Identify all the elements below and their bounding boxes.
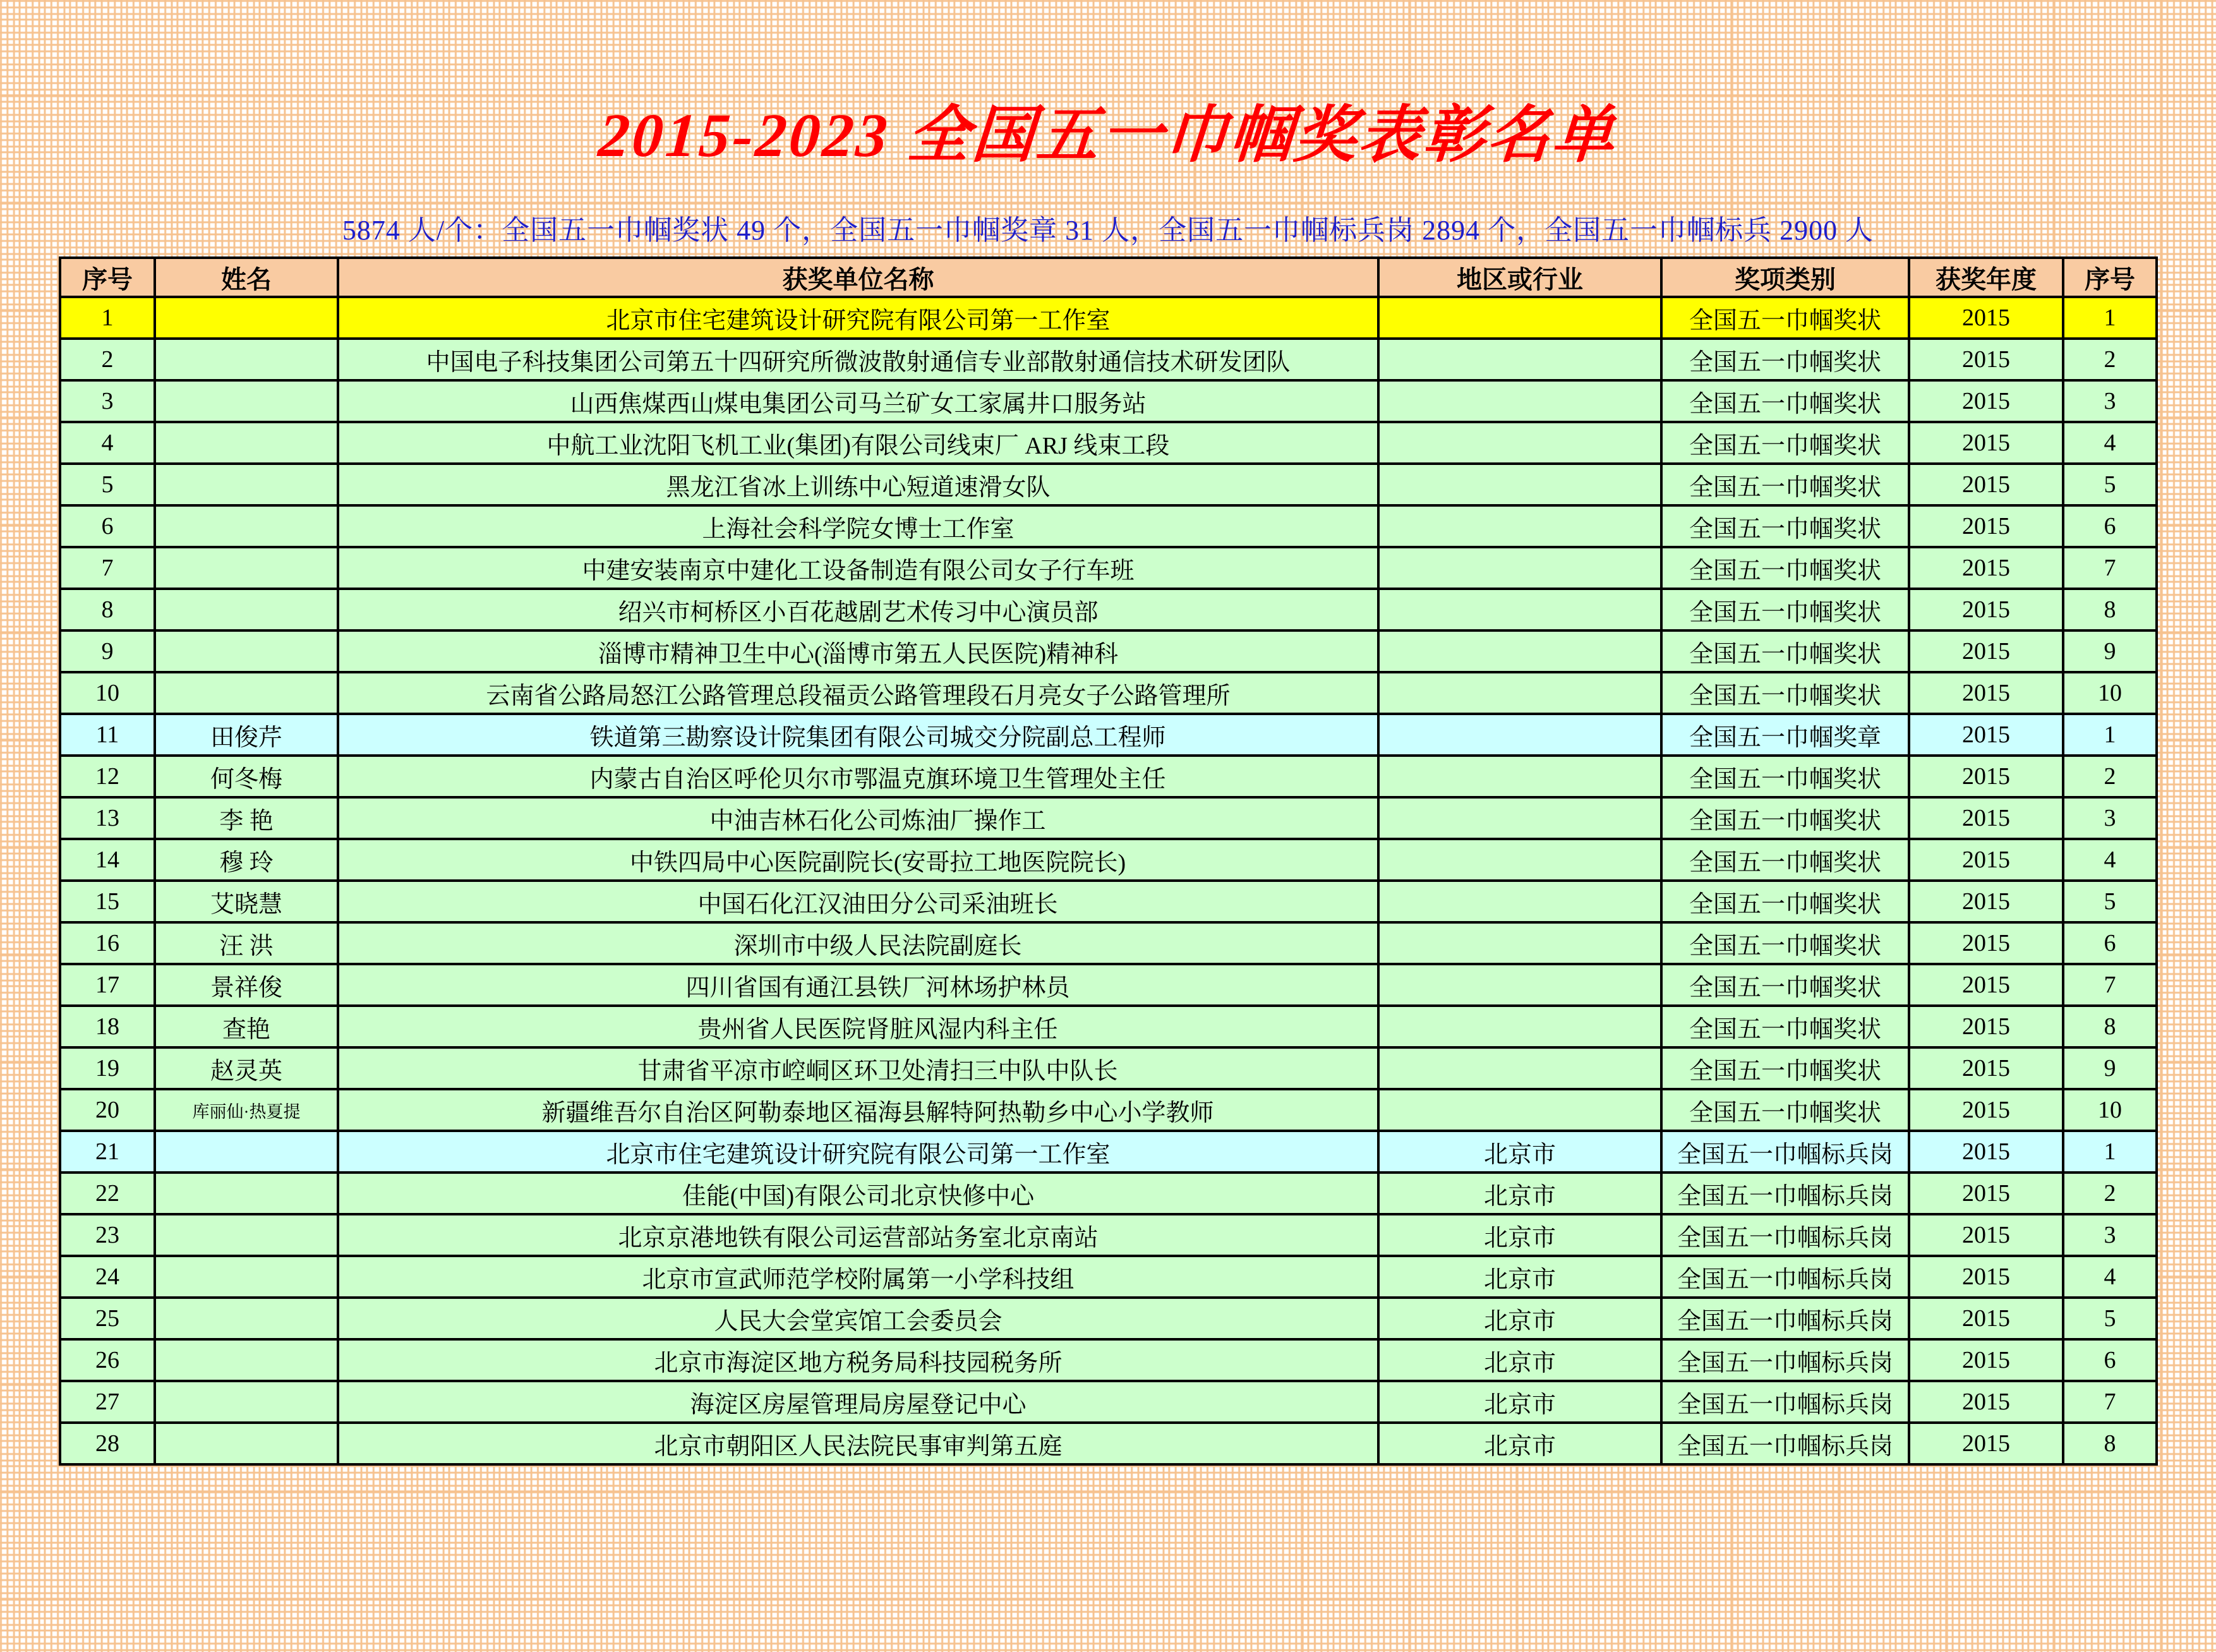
cell-no: 7 [60,547,155,589]
cell-no: 10 [60,672,155,714]
cell-region [1378,589,1661,630]
cell-serial: 8 [2063,589,2157,630]
cell-year: 2015 [1909,797,2063,839]
table-row [60,1006,2157,1047]
cell-name [155,1256,338,1298]
cell-name: 查艳 [155,1006,338,1047]
cell-award: 全国五一巾帼标兵岗 [1661,1256,1909,1298]
cell-region [1378,339,1661,380]
cell-year: 2015 [1909,589,2063,630]
cell-region [1378,505,1661,547]
cell-region [1378,464,1661,505]
cell-award: 全国五一巾帼标兵岗 [1661,1339,1909,1381]
cell-award: 全国五一巾帼奖状 [1661,380,1909,422]
cell-year: 2015 [1909,1381,2063,1423]
cell-serial: 3 [2063,797,2157,839]
table-row [60,505,2157,547]
cell-no: 24 [60,1256,155,1298]
cell-year: 2015 [1909,1131,2063,1173]
cell-name: 库丽仙·热夏提 [155,1089,338,1131]
cell-serial: 2 [2063,1173,2157,1214]
cell-serial: 7 [2063,1381,2157,1423]
cell-serial: 4 [2063,839,2157,881]
table-row [60,881,2157,922]
cell-year: 2015 [1909,630,2063,672]
cell-year: 2015 [1909,1423,2063,1464]
cell-name [155,547,338,589]
cell-unit: 人民大会堂宾馆工会委员会 [338,1298,1378,1339]
cell-year: 2015 [1909,547,2063,589]
cell-unit: 四川省国有通江县铁厂河林场护林员 [338,964,1378,1006]
cell-no: 3 [60,380,155,422]
cell-unit: 新疆维吾尔自治区阿勒泰地区福海县解特阿热勒乡中心小学教师 [338,1089,1378,1131]
table-row [60,1381,2157,1423]
cell-serial: 2 [2063,339,2157,380]
cell-no: 11 [60,714,155,756]
cell-award: 全国五一巾帼奖状 [1661,1089,1909,1131]
cell-region [1378,422,1661,464]
cell-serial: 6 [2063,505,2157,547]
table-row [60,797,2157,839]
cell-award: 全国五一巾帼奖状 [1661,339,1909,380]
cell-name [155,422,338,464]
cell-award: 全国五一巾帼奖状 [1661,505,1909,547]
cell-name: 李 艳 [155,797,338,839]
cell-award: 全国五一巾帼奖状 [1661,797,1909,839]
cell-serial: 1 [2063,714,2157,756]
table-row [60,714,2157,756]
column-header-no: 序号 [60,258,155,297]
column-header-unit: 获奖单位名称 [338,258,1378,297]
table-row [60,1089,2157,1131]
cell-name: 景祥俊 [155,964,338,1006]
cell-serial: 4 [2063,1256,2157,1298]
cell-serial: 10 [2063,672,2157,714]
cell-unit: 黑龙江省冰上训练中心短道速滑女队 [338,464,1378,505]
cell-no: 17 [60,964,155,1006]
cell-region [1378,756,1661,797]
cell-unit: 北京市朝阳区人民法院民事审判第五庭 [338,1423,1378,1464]
page-subtitle: 5874 人/个：全国五一巾帼奖状 49 个，全国五一巾帼奖章 31 人，全国五一巾帼标兵岗 2894 个，全国五一巾帼标兵 2900 人 [342,215,1874,246]
column-header-award: 奖项类别 [1661,258,1909,297]
cell-name: 汪 洪 [155,922,338,964]
table-row [60,964,2157,1006]
cell-unit: 绍兴市柯桥区小百花越剧艺术传习中心演员部 [338,589,1378,630]
table-row [60,547,2157,589]
cell-region: 北京市 [1378,1214,1661,1256]
cell-year: 2015 [1909,380,2063,422]
cell-region: 北京市 [1378,1173,1661,1214]
table-row [60,380,2157,422]
cell-name [155,464,338,505]
cell-region [1378,547,1661,589]
cell-year: 2015 [1909,714,2063,756]
cell-serial: 5 [2063,464,2157,505]
cell-unit: 云南省公路局怒江公路管理总段福贡公路管理段石月亮女子公路管理所 [338,672,1378,714]
cell-name: 穆 玲 [155,839,338,881]
table-row [60,339,2157,380]
cell-region: 北京市 [1378,1339,1661,1381]
table-row [60,1256,2157,1298]
cell-award: 全国五一巾帼标兵岗 [1661,1131,1909,1173]
cell-year: 2015 [1909,297,2063,339]
cell-year: 2015 [1909,1214,2063,1256]
cell-name [155,1381,338,1423]
cell-award: 全国五一巾帼奖状 [1661,464,1909,505]
cell-region [1378,881,1661,922]
cell-name: 艾晓慧 [155,881,338,922]
cell-no: 1 [60,297,155,339]
cell-unit: 淄博市精神卫生中心(淄博市第五人民医院)精神科 [338,630,1378,672]
table-row [60,1047,2157,1089]
cell-no: 2 [60,339,155,380]
cell-serial: 6 [2063,922,2157,964]
table-row [60,422,2157,464]
cell-award: 全国五一巾帼奖状 [1661,964,1909,1006]
cell-award: 全国五一巾帼标兵岗 [1661,1381,1909,1423]
cell-name [155,1131,338,1173]
cell-name [155,1423,338,1464]
cell-serial: 3 [2063,1214,2157,1256]
cell-year: 2015 [1909,505,2063,547]
table-row [60,839,2157,881]
table-header-row [60,258,2157,297]
cell-region: 北京市 [1378,1423,1661,1464]
cell-no: 19 [60,1047,155,1089]
cell-unit: 北京市住宅建筑设计研究院有限公司第一工作室 [338,297,1378,339]
cell-unit: 佳能(中国)有限公司北京快修中心 [338,1173,1378,1214]
table-row [60,672,2157,714]
cell-serial: 4 [2063,422,2157,464]
cell-award: 全国五一巾帼标兵岗 [1661,1423,1909,1464]
page-title: 2015-2023 全国五一巾帼奖表彰名单 [596,102,1619,170]
cell-region [1378,1006,1661,1047]
cell-name [155,1214,338,1256]
cell-name: 何冬梅 [155,756,338,797]
cell-name [155,672,338,714]
cell-no: 4 [60,422,155,464]
cell-unit: 北京京港地铁有限公司运营部站务室北京南站 [338,1214,1378,1256]
cell-name: 田俊芹 [155,714,338,756]
cell-unit: 深圳市中级人民法院副庭长 [338,922,1378,964]
cell-award: 全国五一巾帼奖状 [1661,589,1909,630]
cell-serial: 1 [2063,1131,2157,1173]
cell-no: 22 [60,1173,155,1214]
cell-no: 18 [60,1006,155,1047]
cell-award: 全国五一巾帼标兵岗 [1661,1214,1909,1256]
cell-award: 全国五一巾帼标兵岗 [1661,1298,1909,1339]
awards-table [59,256,2158,1466]
cell-award: 全国五一巾帼奖状 [1661,547,1909,589]
cell-no: 13 [60,797,155,839]
cell-award: 全国五一巾帼奖状 [1661,922,1909,964]
cell-no: 23 [60,1214,155,1256]
cell-no: 20 [60,1089,155,1131]
cell-award: 全国五一巾帼奖状 [1661,1047,1909,1089]
cell-unit: 甘肃省平凉市崆峒区环卫处清扫三中队中队长 [338,1047,1378,1089]
cell-serial: 10 [2063,1089,2157,1131]
cell-serial: 2 [2063,756,2157,797]
cell-unit: 中航工业沈阳飞机工业(集团)有限公司线束厂 ARJ 线束工段 [338,422,1378,464]
cell-no: 21 [60,1131,155,1173]
cell-serial: 5 [2063,1298,2157,1339]
cell-award: 全国五一巾帼奖状 [1661,630,1909,672]
cell-no: 5 [60,464,155,505]
cell-serial: 7 [2063,547,2157,589]
cell-year: 2015 [1909,1047,2063,1089]
cell-unit: 中国石化江汉油田分公司采油班长 [338,881,1378,922]
cell-award: 全国五一巾帼奖状 [1661,1006,1909,1047]
cell-no: 9 [60,630,155,672]
cell-serial: 8 [2063,1006,2157,1047]
cell-year: 2015 [1909,756,2063,797]
cell-name [155,1339,338,1381]
cell-year: 2015 [1909,881,2063,922]
cell-serial: 9 [2063,630,2157,672]
table-body [60,297,2157,1464]
cell-serial: 7 [2063,964,2157,1006]
cell-region [1378,797,1661,839]
cell-name [155,380,338,422]
cell-unit: 上海社会科学院女博士工作室 [338,505,1378,547]
cell-award: 全国五一巾帼标兵岗 [1661,1173,1909,1214]
header-row [60,258,2157,297]
cell-serial: 8 [2063,1423,2157,1464]
table-row [60,630,2157,672]
cell-unit: 中国电子科技集团公司第五十四研究所微波散射通信专业部散射通信技术研发团队 [338,339,1378,380]
cell-name [155,339,338,380]
cell-award: 全国五一巾帼奖状 [1661,672,1909,714]
cell-year: 2015 [1909,922,2063,964]
cell-serial: 9 [2063,1047,2157,1089]
cell-serial: 6 [2063,1339,2157,1381]
cell-unit: 北京市宣武师范学校附属第一小学科技组 [338,1256,1378,1298]
cell-name [155,1173,338,1214]
cell-no: 14 [60,839,155,881]
cell-unit: 中建安装南京中建化工设备制造有限公司女子行车班 [338,547,1378,589]
cell-year: 2015 [1909,1339,2063,1381]
cell-award: 全国五一巾帼奖状 [1661,297,1909,339]
table-row [60,464,2157,505]
cell-name [155,1298,338,1339]
cell-no: 25 [60,1298,155,1339]
cell-year: 2015 [1909,339,2063,380]
table-row [60,1214,2157,1256]
cell-name [155,297,338,339]
column-header-name: 姓名 [155,258,338,297]
cell-region [1378,1089,1661,1131]
cell-unit: 贵州省人民医院肾脏风湿内科主任 [338,1006,1378,1047]
cell-year: 2015 [1909,464,2063,505]
cell-region [1378,964,1661,1006]
cell-no: 15 [60,881,155,922]
cell-year: 2015 [1909,1298,2063,1339]
cell-unit: 山西焦煤西山煤电集团公司马兰矿女工家属井口服务站 [338,380,1378,422]
cell-award: 全国五一巾帼奖章 [1661,714,1909,756]
cell-region: 北京市 [1378,1131,1661,1173]
cell-name [155,505,338,547]
cell-serial: 3 [2063,380,2157,422]
table-row [60,1131,2157,1173]
cell-region [1378,839,1661,881]
cell-region [1378,714,1661,756]
cell-year: 2015 [1909,422,2063,464]
cell-year: 2015 [1909,839,2063,881]
cell-serial: 5 [2063,881,2157,922]
cell-no: 6 [60,505,155,547]
table-row [60,589,2157,630]
cell-unit: 北京市海淀区地方税务局科技园税务所 [338,1339,1378,1381]
cell-region: 北京市 [1378,1298,1661,1339]
cell-region [1378,630,1661,672]
cell-year: 2015 [1909,1256,2063,1298]
cell-year: 2015 [1909,1006,2063,1047]
table-row [60,1339,2157,1381]
cell-award: 全国五一巾帼奖状 [1661,839,1909,881]
cell-no: 8 [60,589,155,630]
cell-no: 28 [60,1423,155,1464]
cell-region [1378,922,1661,964]
cell-name [155,630,338,672]
cell-year: 2015 [1909,1089,2063,1131]
cell-region [1378,380,1661,422]
cell-unit: 中油吉林石化公司炼油厂操作工 [338,797,1378,839]
cell-unit: 内蒙古自治区呼伦贝尔市鄂温克旗环境卫生管理处主任 [338,756,1378,797]
cell-region: 北京市 [1378,1256,1661,1298]
table-row [60,1298,2157,1339]
column-header-year: 获奖年度 [1909,258,2063,297]
cell-region: 北京市 [1378,1381,1661,1423]
cell-unit: 北京市住宅建筑设计研究院有限公司第一工作室 [338,1131,1378,1173]
cell-no: 26 [60,1339,155,1381]
cell-region [1378,297,1661,339]
cell-name [155,589,338,630]
table-row [60,756,2157,797]
cell-award: 全国五一巾帼奖状 [1661,422,1909,464]
cell-serial: 1 [2063,297,2157,339]
cell-year: 2015 [1909,672,2063,714]
cell-no: 16 [60,922,155,964]
table-row [60,1173,2157,1214]
cell-no: 12 [60,756,155,797]
cell-award: 全国五一巾帼奖状 [1661,756,1909,797]
cell-region [1378,672,1661,714]
cell-region [1378,1047,1661,1089]
cell-unit: 中铁四局中心医院副院长(安哥拉工地医院院长) [338,839,1378,881]
column-header-region: 地区或行业 [1378,258,1661,297]
cell-unit: 铁道第三勘察设计院集团有限公司城交分院副总工程师 [338,714,1378,756]
column-header-serial: 序号 [2063,258,2157,297]
cell-name: 赵灵英 [155,1047,338,1089]
table-row [60,922,2157,964]
cell-no: 27 [60,1381,155,1423]
cell-unit: 海淀区房屋管理局房屋登记中心 [338,1381,1378,1423]
cell-year: 2015 [1909,1173,2063,1214]
cell-year: 2015 [1909,964,2063,1006]
table-row [60,297,2157,339]
cell-award: 全国五一巾帼奖状 [1661,881,1909,922]
table-row [60,1423,2157,1464]
